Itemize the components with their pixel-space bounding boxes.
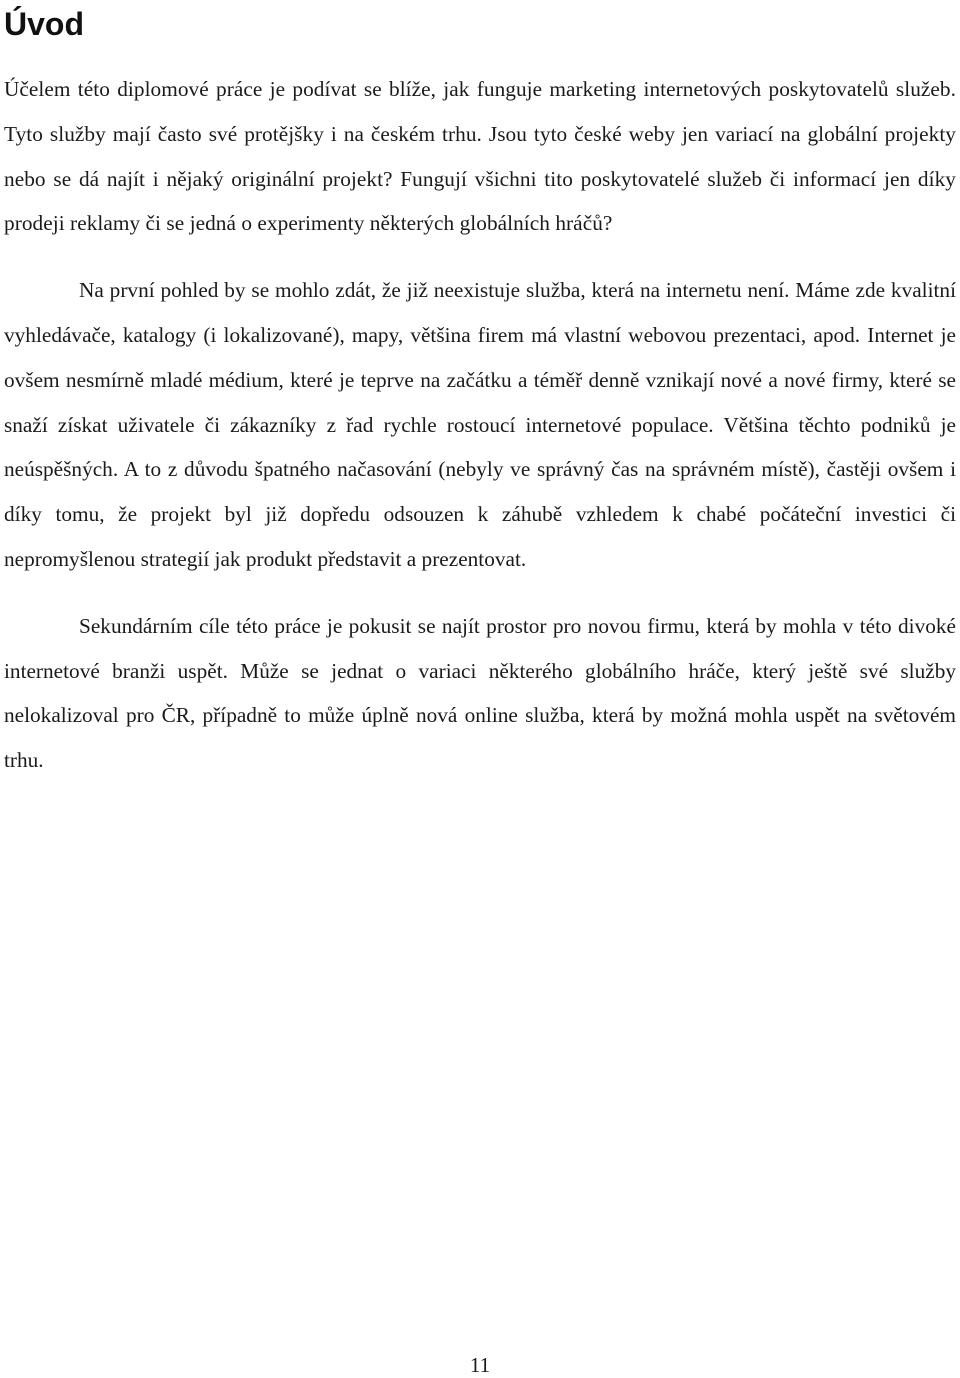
paragraph-market: Na první pohled by se mohlo zdát, že již neexistuje služba, která na internetu není. Máme zde kvalitní vyhledávače, katalogy (i lokalizované), mapy, většina firem má vlastní webovou prezentaci, apod. Internet je ovšem nesmírně mladé médium, které je teprve na začátku a téměř denně vznikají nové a nové firmy, které se snaží získat uživatele či zákazníky z řad rychle rostoucí internetové populace. Většina těchto podniků je neúspěšných. A to z důvodu špatného načasování (nebyly ve správný čas na správném místě), častěji ovšem i díky tomu, že projekt byl již dopředu odsouzen k záhubě vzhledem k chabé počáteční investici či nepromyšlenou strategií jak produkt představit a prezentovat.	[4, 278, 956, 571]
section-heading: Úvod	[4, 6, 84, 42]
page-number: 11	[469, 1353, 491, 1377]
body-text	[4, 67, 956, 783]
paragraph-purpose: Účelem této diplomové práce je podívat se blíže, jak funguje marketing internetových poskytovatelů služeb. Tyto služby mají často své protějšky i na českém trhu. Jsou tyto české weby jen variací na globální projekty nebo se dá najít i nějaký originální projekt? Fungují všichni tito poskytovatelé služeb či informací jen díky prodeji reklamy či se jedná o experimenty některých globálních hráčů?	[4, 77, 956, 236]
paragraph-secondary-goal: Sekundárním cíle této práce je pokusit se najít prostor pro novou firmu, která by mohla v této divoké internetové branži uspět. Může se jednat o variaci některého globálního hráče, který ještě své služby nelokalizoval pro ČR, případně to může úplně nová online služba, která by možná mohla uspět na světovém trhu.	[4, 613, 956, 773]
